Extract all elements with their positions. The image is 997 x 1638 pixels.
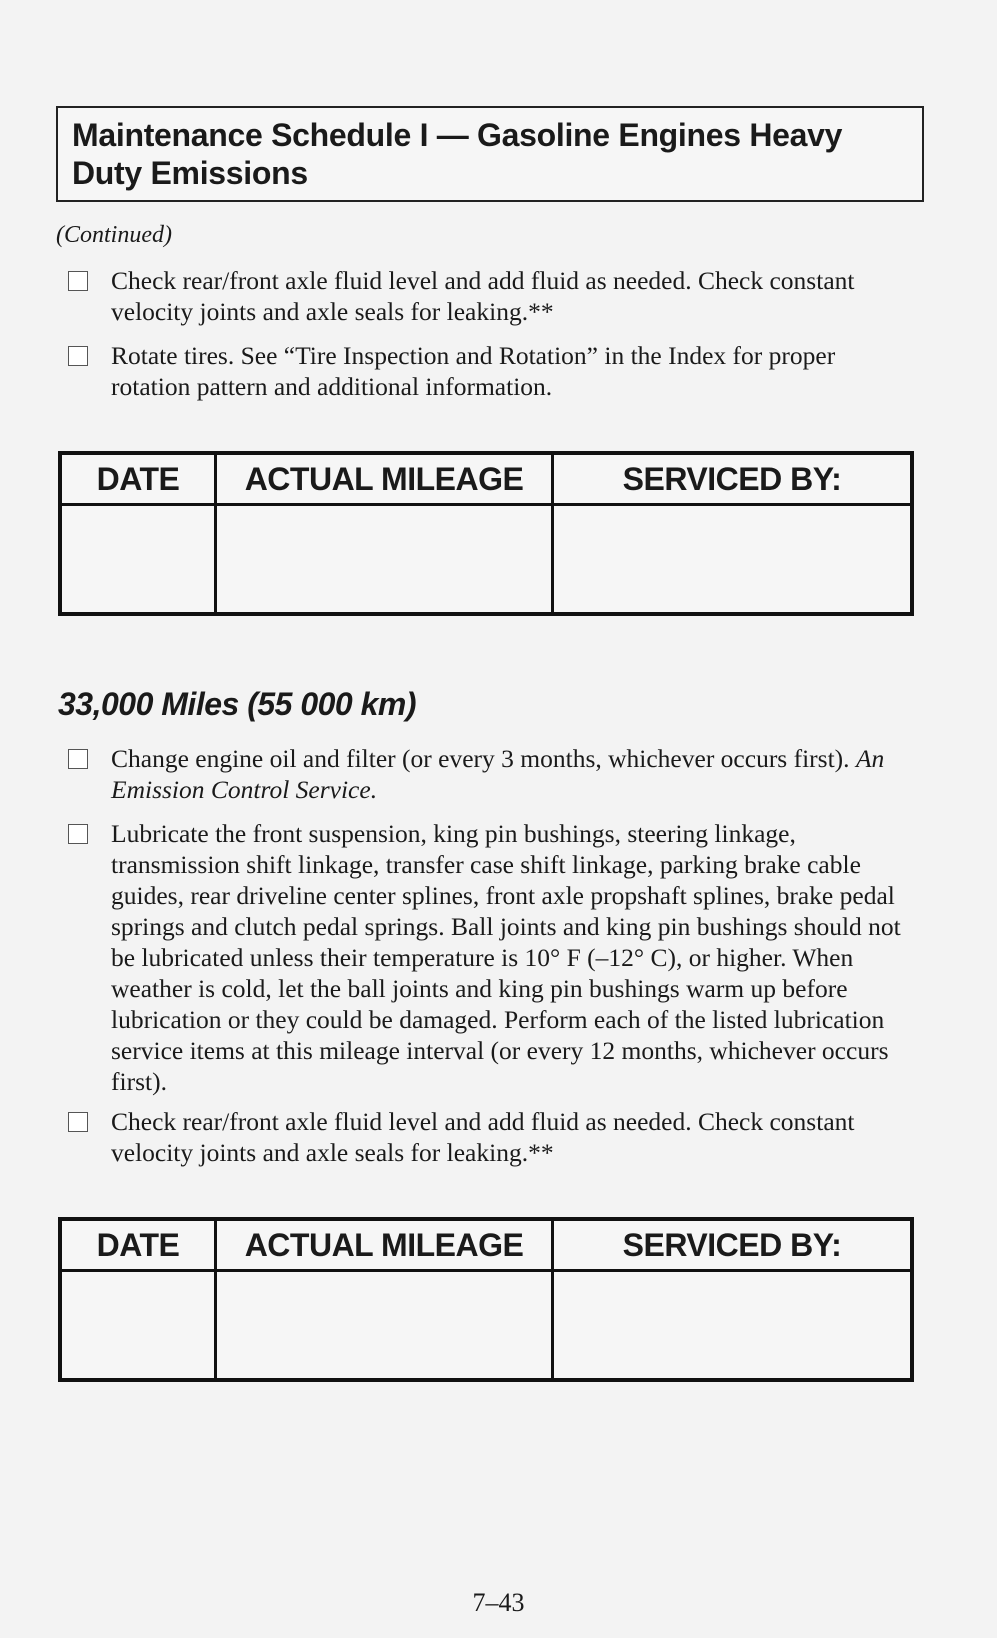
checklist-item (68, 743, 918, 805)
checklist-item-text: Change engine oil and filter (or every 3 months, whichever occurs first). An Emission Control Service. (111, 744, 885, 804)
page-title: Maintenance Schedule I — Gasoline Engines Heavy Duty Emissions (72, 117, 843, 191)
checkbox[interactable] (68, 271, 88, 291)
date-header: DATE (60, 453, 216, 505)
actual-mileage-header: ACTUAL MILEAGE (216, 1219, 553, 1271)
checkbox[interactable] (68, 824, 88, 844)
date-cell[interactable] (60, 1271, 216, 1381)
date-cell[interactable] (60, 505, 216, 615)
checklist-item (68, 265, 918, 327)
table-header-row (60, 453, 912, 505)
checklist-item-text: Check rear/front axle fluid level and add fluid as needed. Check constant velocity joints and axle seals for leaking.** (111, 266, 855, 326)
service-log-table (58, 1217, 914, 1382)
checklist-item-text: Rotate tires. See “Tire Inspection and Rotation” in the Index for proper rotation pattern and additional information. (111, 341, 836, 401)
table-header-row (60, 1219, 912, 1271)
checklist-item-text: Check rear/front axle fluid level and add fluid as needed. Check constant velocity joints and axle seals for leaking.** (111, 1107, 855, 1167)
serviced-by-cell[interactable] (553, 1271, 913, 1381)
serviced-by-header: SERVICED BY: (553, 1219, 913, 1271)
checklist-item (68, 340, 918, 402)
serviced-by-header: SERVICED BY: (553, 453, 913, 505)
table-row (60, 1271, 912, 1381)
service-log-table (58, 451, 914, 616)
checklist-item (68, 1106, 918, 1168)
table-row (60, 505, 912, 615)
date-header: DATE (60, 1219, 216, 1271)
actual-mileage-cell[interactable] (216, 505, 553, 615)
section-heading: 33,000 Miles (55 000 km) (58, 686, 417, 722)
checkbox[interactable] (68, 346, 88, 366)
checkbox[interactable] (68, 1112, 88, 1132)
actual-mileage-header: ACTUAL MILEAGE (216, 453, 553, 505)
checklist-item (68, 818, 918, 1097)
serviced-by-cell[interactable] (553, 505, 913, 615)
emission-service-note: An Emission Control Service. (111, 744, 885, 804)
continued-label: (Continued) (56, 222, 172, 248)
checkbox[interactable] (68, 749, 88, 769)
actual-mileage-cell[interactable] (216, 1271, 553, 1381)
schedule-title-box (56, 106, 924, 202)
page-number: 7–43 (472, 1588, 525, 1617)
checklist-item-text: Lubricate the front suspension, king pin bushings, steering linkage, transmission shift linkage, transfer case shift linkage, parking brake cable guides, rear driveline center splines, front axle propshaft splines, brake pedal springs and clutch pedal springs. Ball joints and king pin bushings should not be lubricated unless their temperature is 10° F (–12° C), or higher. When weather is cold, let the ball joints and king pin bushings warm up before lubrication or they could be damaged. Perform each of the listed lubrication service items at this mileage interval (or every 12 months, whichever occurs first). (111, 819, 901, 1096)
